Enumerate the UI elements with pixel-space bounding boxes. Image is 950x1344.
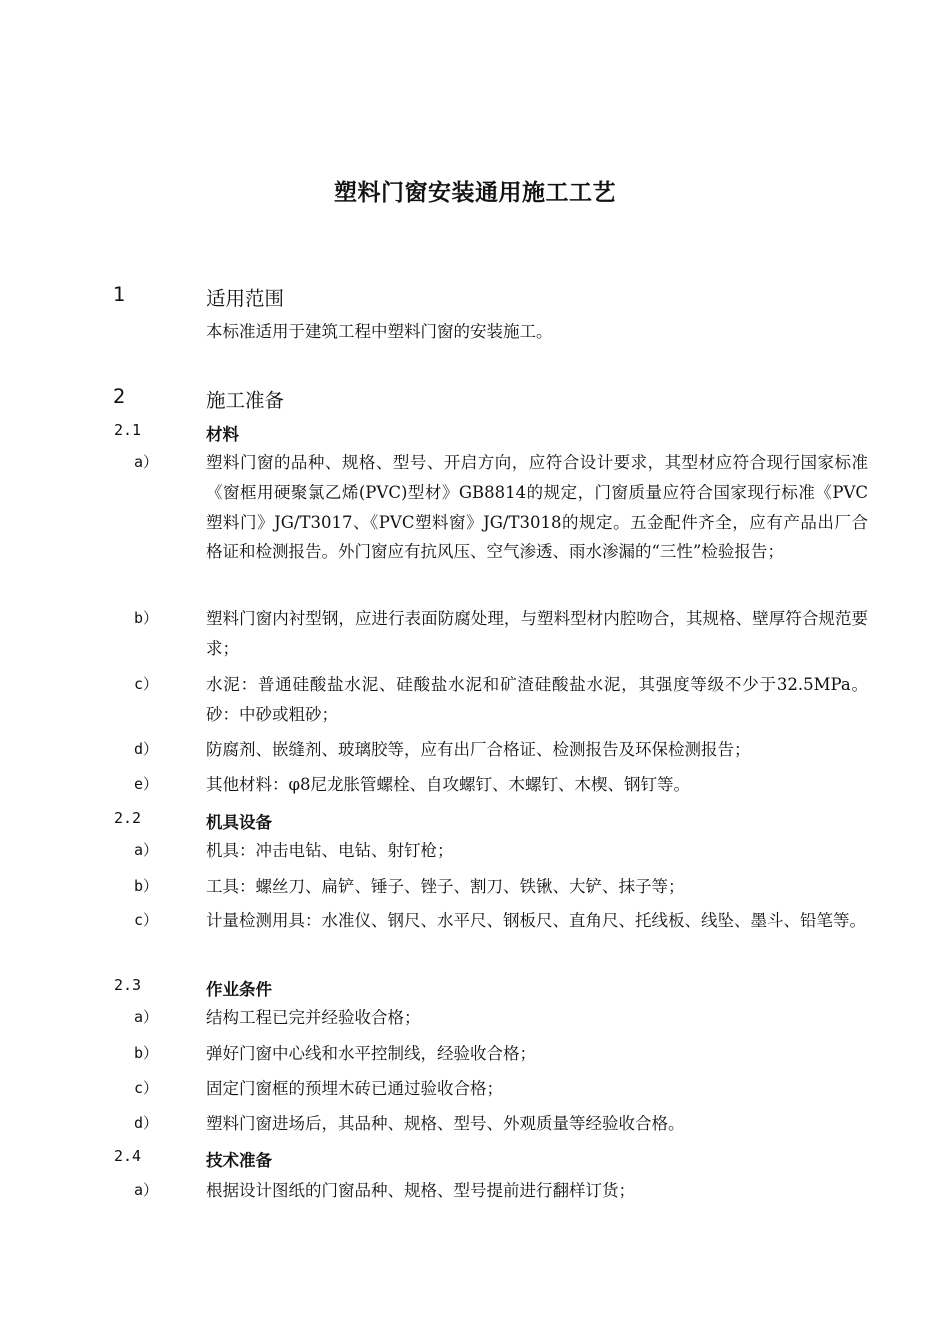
list-item-text: 塑料门窗内衬型钢，应进行表面防腐处理，与塑料型材内腔吻合，其规格、壁厚符合规范要求； — [206, 609, 868, 658]
list-marker: a） — [134, 1181, 159, 1199]
list-marker: c） — [134, 1079, 159, 1097]
list-marker: d） — [134, 1114, 159, 1132]
subsection-2-2-heading — [0, 809, 900, 835]
section-1-text: 本标准适用于建筑工程中塑料门窗的安装施工。 — [206, 322, 553, 341]
list-item-text: 计量检测用具：水准仪、钢尺、水平尺、钢板尺、直角尺、托线板、线坠、墨斗、铅笔等。 — [206, 911, 866, 930]
subsection-number: 2.2 — [114, 809, 142, 827]
section-number: 1 — [113, 283, 126, 306]
subsection-number: 2.1 — [114, 421, 142, 439]
list-marker: a） — [134, 841, 159, 859]
section-number: 2 — [113, 385, 126, 408]
list-item-text: 工具：螺丝刀、扁铲、锤子、锉子、割刀、铁锹、大铲、抹子等； — [206, 877, 685, 896]
list-item-text: 其他材料：φ8尼龙胀管螺栓、自攻螺钉、木螺钉、木楔、钢钉等。 — [206, 775, 691, 794]
subsection-title: 技术准备 — [206, 1151, 272, 1170]
list-item-text: 根据设计图纸的门窗品种、规格、型号提前进行翻样订货； — [206, 1181, 635, 1200]
section-1-heading — [0, 283, 900, 313]
list-item-text: 结构工程已完并经验收合格； — [206, 1008, 421, 1027]
list-marker: b） — [134, 877, 159, 895]
list-marker: d） — [134, 740, 159, 758]
list-marker: e） — [134, 775, 159, 793]
section-2-heading — [0, 385, 900, 415]
list-item-text: 固定门窗框的预埋木砖已通过验收合格； — [206, 1079, 503, 1098]
subsection-number: 2.3 — [114, 976, 142, 994]
subsection-2-4-heading — [0, 1147, 900, 1173]
subsection-number: 2.4 — [114, 1147, 142, 1165]
list-marker: c） — [134, 675, 159, 693]
list-marker: c） — [134, 911, 159, 929]
section-title: 施工准备 — [206, 389, 285, 412]
subsection-title: 作业条件 — [206, 980, 272, 999]
subsection-title: 机具设备 — [206, 813, 272, 832]
list-item-text: 塑料门窗的品种、规格、型号、开启方向，应符合设计要求，其型材应符合现行国家标准《窗框用硬聚氯乙烯(PVC)型材》GB8814的规定，门窗质量应符合国家现行标准《PVC塑料门》JG/T3017、《PVC塑料窗》JG/T3018的规定。五金配件齐全，应有产品出厂合格证和检测报告。外门窗应有抗风压、空气渗透、雨水渗漏的“三性”检验报告； — [206, 453, 868, 562]
section-title: 适用范围 — [206, 287, 285, 310]
list-item-text: 塑料门窗进场后，其品种、规格、型号、外观质量等经验收合格。 — [206, 1114, 685, 1133]
document-title: 塑料门窗安装通用施工工艺 — [334, 180, 616, 206]
list-item-text: 防腐剂、嵌缝剂、玻璃胶等，应有出厂合格证、检测报告及环保检测报告； — [206, 740, 751, 759]
list-item-text: 弹好门窗中心线和水平控制线，经验收合格； — [206, 1044, 536, 1063]
list-item-text: 机具：冲击电钻、电钻、射钉枪； — [206, 841, 454, 860]
list-item-text: 水泥：普通硅酸盐水泥、硅酸盐水泥和矿渣硅酸盐水泥，其强度等级不少于32.5MPa。砂：中砂或粗砂； — [206, 675, 868, 724]
subsection-title: 材料 — [206, 425, 239, 444]
list-marker: a） — [134, 1008, 159, 1026]
list-marker: b） — [134, 609, 159, 627]
list-marker: b） — [134, 1044, 159, 1062]
list-marker: a） — [134, 453, 159, 471]
subsection-2-3-heading — [0, 976, 900, 1002]
subsection-2-1-heading — [0, 421, 900, 447]
